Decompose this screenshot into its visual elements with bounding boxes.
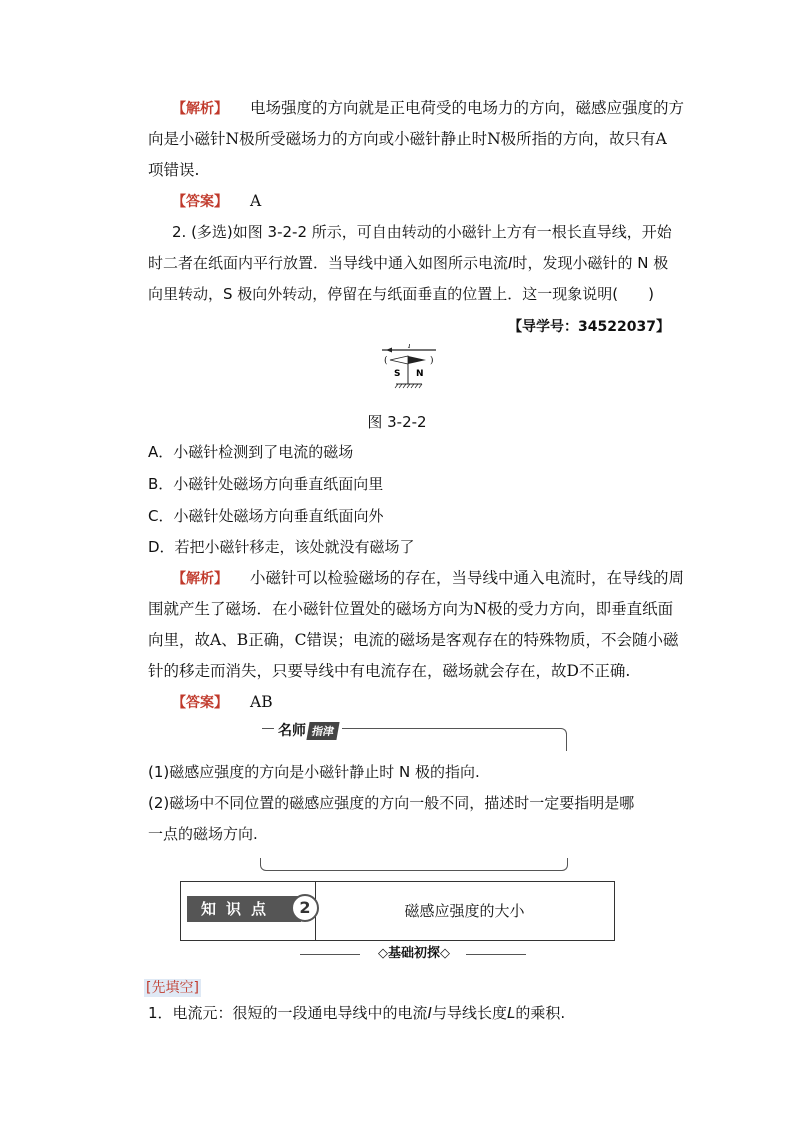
s-label: S — [394, 369, 401, 379]
paren-left: ( — [384, 356, 388, 366]
analysis-2-line-2: 围就产生了磁场．在小磁针位置处的磁场方向为N极的受力方向，即垂直纸面 — [148, 600, 674, 618]
compass-wire-figure — [378, 344, 442, 404]
analysis-1-line-1: 【解析】 电场强度的方向就是正电荷受的电场力的方向，磁感应强度的方 — [172, 99, 685, 117]
figure-caption: 图 3-2-2 — [367, 413, 427, 431]
tip-line-1: (1)磁感应强度的方向是小磁针静止时 N 极的指向. — [148, 763, 480, 781]
option-a: A．小磁针检测到了电流的磁场 — [148, 443, 354, 461]
current-arrow — [386, 348, 392, 353]
tip-box-header — [262, 720, 566, 750]
answer-tag: 【答案】 — [172, 695, 228, 711]
paren-right: ) — [430, 356, 434, 366]
analysis-1-line-2: 向是小磁针N极所受磁场力的方向或小磁针静止时N极所指的方向，故只有A — [148, 130, 667, 148]
answer-tag: 【答案】 — [172, 194, 228, 210]
knowledge-point-label: 知识点 — [187, 896, 301, 922]
knowledge-point-title: 磁感应强度的大小 — [404, 902, 525, 920]
guide-number: 【导学号：34522037】 — [508, 319, 670, 335]
tip-line-3: 一点的磁场方向. — [148, 825, 258, 843]
analysis-1-line-3: 项错误. — [148, 161, 200, 179]
answer-1: 【答案】 A — [172, 192, 262, 210]
option-c: C．小磁针处磁场方向垂直纸面向外 — [148, 507, 384, 525]
tip-label: 名师 指津 — [274, 720, 342, 740]
analysis-2-line-4: 针的移走而消失，只要导线中有电流存在，磁场就会存在，故D不正确. — [148, 662, 631, 680]
fill-blank-tag: [先填空] — [146, 980, 199, 996]
section-divider-label: ◇基础初探◇ — [378, 946, 450, 961]
option-d: D．若把小磁针移走，该处就没有磁场了 — [148, 538, 415, 556]
needle-n-half — [408, 356, 426, 364]
tip-line-2: (2)磁场中不同位置的磁感应强度的方向一般不同，描述时一定要指明是哪 — [148, 794, 635, 812]
n-label: N — [416, 369, 424, 379]
question-2-line-1: 2. (多选)如图 3-2-2 所示，可自由转动的小磁针上方有一根长直导线，开始 — [172, 223, 672, 241]
tip-box-footer — [260, 858, 568, 871]
knowledge-point-number: 2 — [291, 894, 319, 922]
analysis-2-line-3: 向里，故A、B正确，C错误；电流的磁场是客观存在的特殊物质，不会随小磁 — [148, 631, 679, 649]
knowledge-point-box — [180, 881, 615, 941]
ground-hatch — [395, 384, 422, 388]
section-divider — [300, 946, 526, 962]
needle-s-half — [390, 356, 408, 364]
analysis-tag: 【解析】 — [172, 571, 228, 587]
analysis-2-line-1: 【解析】 小磁针可以检验磁场的存在，当导线中通入电流时，在导线的周 — [172, 569, 685, 587]
current-label: I — [408, 344, 411, 350]
answer-2: 【答案】 AB — [172, 693, 273, 711]
option-b: B．小磁针处磁场方向垂直纸面向里 — [148, 475, 384, 493]
item-1: 1．电流元：很短的一段通电导线中的电流I与导线长度L的乘积. — [148, 1004, 566, 1022]
tip-badge: 指津 — [306, 722, 339, 740]
question-2-line-3: 向里转动，S 极向外转动，停留在与纸面垂直的位置上．这一现象说明( ) — [148, 285, 654, 303]
question-2-line-2: 时二者在纸面内平行放置．当导线中通入如图所示电流I时，发现小磁针的 N 极 — [148, 254, 669, 272]
analysis-tag: 【解析】 — [172, 101, 228, 117]
